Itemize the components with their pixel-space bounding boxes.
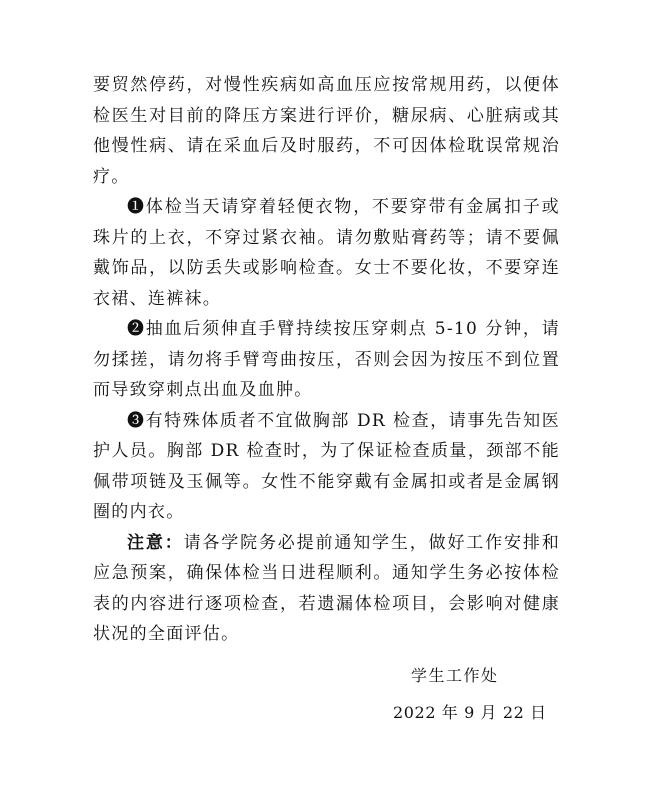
- paragraph-text: 体检当天请穿着轻便衣物，不要穿带有金属扣子或珠片的上衣，不穿过紧衣袖。请勿敷贴膏药等；请不要佩戴饰品，以防丢失或影响检查。女士不要化妆，不要穿连衣裙、连裤袜。: [93, 197, 560, 309]
- paragraph-continuation: [93, 70, 560, 192]
- circled-number-1-icon: ❶: [127, 197, 146, 217]
- paragraph-item-2: [93, 314, 560, 406]
- paragraph-text: 有特殊体质者不宜做胸部 DR 检查，请事先告知医护人员。胸部 DR 检查时，为了保证检查质量，颈部不能佩带项链及玉佩等。女性不能穿戴有金属扣或者是金属钢圈的内衣。: [93, 410, 560, 522]
- paragraph-text: 抽血后须伸直手臂持续按压穿刺点 5-10 分钟，请勿揉搓，请勿将手臂弯曲按压，否则会因为按压不到位置而导致穿刺点出血及血肿。: [93, 319, 560, 400]
- paragraph-note: [93, 528, 560, 650]
- circled-number-3-icon: ❸: [127, 410, 146, 431]
- signature-department: 学生工作处: [411, 666, 499, 685]
- paragraph-text: 要贸然停药，对慢性疾病如高血压应按常规用药，以便体检医生对目前的降压方案进行评价，糖尿病、心脏病或其他慢性病、请在采血后及时服药，不可因体检耽误常规治疗。: [93, 75, 560, 187]
- document-body: [93, 70, 560, 650]
- circled-number-2-icon: ❷: [127, 319, 146, 339]
- paragraph-item-3: [93, 406, 560, 528]
- signature-date: 2022 年 9 月 22 日: [393, 703, 547, 722]
- note-label: 注意：: [127, 532, 184, 553]
- paragraph-item-1: [93, 192, 560, 314]
- paragraph-text: 请各学院务必提前通知学生，做好工作安排和应急预案，确保体检当日进程顺利。通知学生务必按体检表的内容进行逐项检查，若遗漏体检项目，会影响对健康状况的全面评估。: [93, 532, 561, 644]
